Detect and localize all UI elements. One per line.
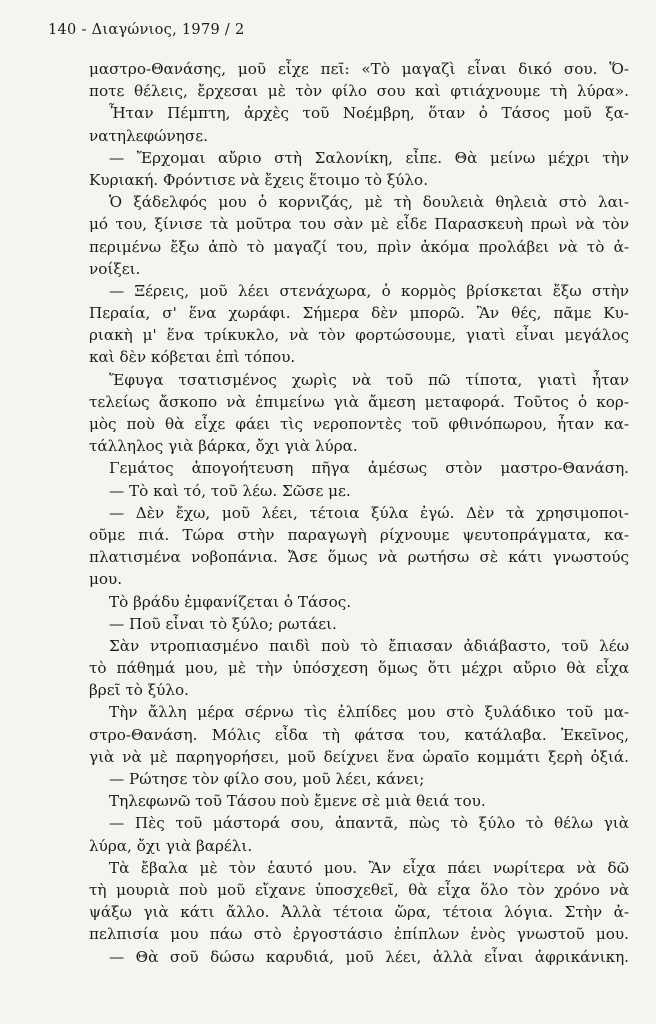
- text-line: μό του, ξίνισε τὰ μοῦτρα του σὰν μὲ εἶδε Παρασκευὴ πρωὶ νὰ τὸν: [89, 215, 629, 234]
- text-line: ψάξω γιὰ κάτι ἄλλο. Ἀλλὰ τέτοια ὥρα, τέτοια λόγια. Στὴν ἀ-: [89, 903, 629, 922]
- text-line: Τηλεφωνῶ τοῦ Τάσου ποὺ ἔμενε σὲ μιὰ θειά του.: [109, 792, 486, 811]
- text-line: Ὁ ξάδελφός μου ὁ κορνιζάς, μὲ τὴ δουλειὰ θηλειὰ στὸ λαι-: [109, 193, 629, 212]
- text-line: — Πὲς τοῦ μάστορά σου, ἀπαντᾶ, πὼς τὸ ξύλο τὸ θέλω γιὰ: [109, 814, 629, 833]
- text-line: νοίξει.: [89, 259, 141, 278]
- text-line: περιμένω ἔξω ἀπὸ τὸ μαγαζί του, πρὶν ἀκόμα προλάβει νὰ τὸ ἀ-: [89, 237, 629, 256]
- text-line: Τὰ ἔβαλα μὲ τὸν ἑαυτό μου. Ἂν εἶχα πάει νωρίτερα νὰ δῶ: [109, 858, 629, 877]
- text-line: βρεῖ τὸ ξύλο.: [89, 681, 189, 700]
- text-line: — Ξέρεις, μοῦ λέει στενάχωρα, ὁ κορμὸς βρίσκεται ἔξω στὴν: [109, 281, 629, 300]
- text-line: ποτε θέλεις, ἔρχεσαι μὲ τὸν φίλο σου καὶ φτιάχνουμε τὴ λύρα».: [89, 82, 629, 101]
- text-line: μὸς ποὺ θὰ εἶχε φάει τὶς νεροποντὲς τοῦ φθινόπωρου, ἦταν κα-: [89, 415, 629, 433]
- text-line: Τὴν ἄλλη μέρα σέρνω τὶς ἐλπίδες μου στὸ ξυλάδικο τοῦ μα-: [109, 703, 629, 722]
- text-line: Περαία, σ' ἕνα χωράφι. Σήμερα δὲν μπορῶ. Ἂν θές, πᾶμε Κυ-: [89, 304, 629, 323]
- text-line: πλατισμένα νοβοπάνια. Ἄσε ὅμως νὰ ρωτήσω σὲ κάτι γνωστούς: [89, 548, 629, 567]
- text-line: — Θὰ σοῦ δώσω καρυδιά, μοῦ λέει, ἀλλὰ εἶναι ἀφρικάνικη.: [109, 947, 629, 966]
- text-line: τὸ πάθημά μου, μὲ τὴν ὑπόσχεση ὅμως ὅτι μέχρι αὔριο θὰ εἶχα: [89, 659, 629, 678]
- text-line: — Δὲν ἔχω, μοῦ λέει, τέτοια ξύλα ἐγώ. Δὲν τὰ χρησιμοποι-: [109, 503, 629, 522]
- text-line: μου.: [89, 570, 123, 589]
- text-line: Γεμάτος ἀπογοήτευση πῆγα ἀμέσως στὸν μαστρο-Θανάση.: [109, 459, 629, 478]
- text-line: στρο-Θανάση. Μόλις εἶδα τὴ φάτσα του, κατάλαβα. Ἐκεῖνος,: [89, 725, 629, 744]
- text-line: ριακὴ μ' ἕνα τρίκυκλο, νὰ τὸν φορτώσουμε, γιατὶ εἶναι μεγάλος: [89, 326, 629, 345]
- text-line: καὶ δὲν κόβεται ἐπὶ τόπου.: [89, 348, 296, 367]
- text-line: οῦμε πιά. Τώρα στὴν παραγωγὴ ρίχνουμε ψευτοπράγματα, κα-: [89, 525, 629, 544]
- text-line: Σὰν ντροπιασμένο παιδὶ ποὺ τὸ ἔπιασαν ἀδιάβαστο, τοῦ λέω: [109, 636, 629, 655]
- running-head: 140 - Διαγώνιος, 1979 / 2: [48, 22, 245, 38]
- body-text: [89, 58, 629, 968]
- text-line: τὴ μουριὰ ποὺ μοῦ εἴχανε ὑποσχεθεῖ, θὰ εἶχα ὅλο τὸν χρόνο νὰ: [89, 880, 629, 899]
- text-line: νατηλεφώνησε.: [89, 126, 208, 145]
- text-line: Τὸ βράδυ ἐμφανίζεται ὁ Τάσος.: [109, 592, 352, 611]
- text-line: τελείως ἄσκοπο νὰ ἐπιμείνω γιὰ ἄμεση μεταφορά. Τοῦτος ὁ κορ-: [89, 392, 629, 411]
- text-line: πελπισία μου πάω στὸ ἐργοστάσιο ἐπίπλων ἑνὸς γνωστοῦ μου.: [89, 925, 629, 944]
- text-line: — Ρώτησε τὸν φίλο σου, μοῦ λέει, κάνει;: [109, 770, 425, 788]
- text-line: μαστρο-Θανάσης, μοῦ εἶχε πεῖ: «Τὸ μαγαζὶ εἶναι δικό σου. Ὅ-: [89, 60, 629, 78]
- text-line: γιὰ νὰ μὲ παρηγορήσει, μοῦ δείχνει ἕνα ὡραῖο κομμάτι ξερὴ ὀξιά.: [89, 747, 629, 766]
- text-line: Κυριακή. Φρόντισε νὰ ἔχεις ἕτοιμο τὸ ξύλο.: [89, 170, 429, 189]
- text-line: Ἦταν Πέμπτη, ἀρχὲς τοῦ Νοέμβρη, ὅταν ὁ Τάσος μοῦ ξα-: [109, 104, 629, 123]
- text-line: τάλληλος γιὰ βάρκα, ὄχι γιὰ λύρα.: [89, 437, 358, 456]
- text-line: — Τὸ καὶ τό, τοῦ λέω. Σῶσε με.: [109, 481, 351, 500]
- text-line: λύρα, ὄχι γιὰ βαρέλι.: [89, 836, 253, 855]
- text-line: — Ἔρχομαι αὔριο στὴ Σαλονίκη, εἶπε. Θὰ μείνω μέχρι τὴν: [109, 148, 629, 167]
- text-line: — Ποῦ εἶναι τὸ ξύλο; ρωτάει.: [109, 614, 337, 633]
- text-line: Ἔφυγα τσατισμένος χωρὶς νὰ τοῦ πῶ τίποτα, γιατὶ ἦταν: [109, 370, 629, 389]
